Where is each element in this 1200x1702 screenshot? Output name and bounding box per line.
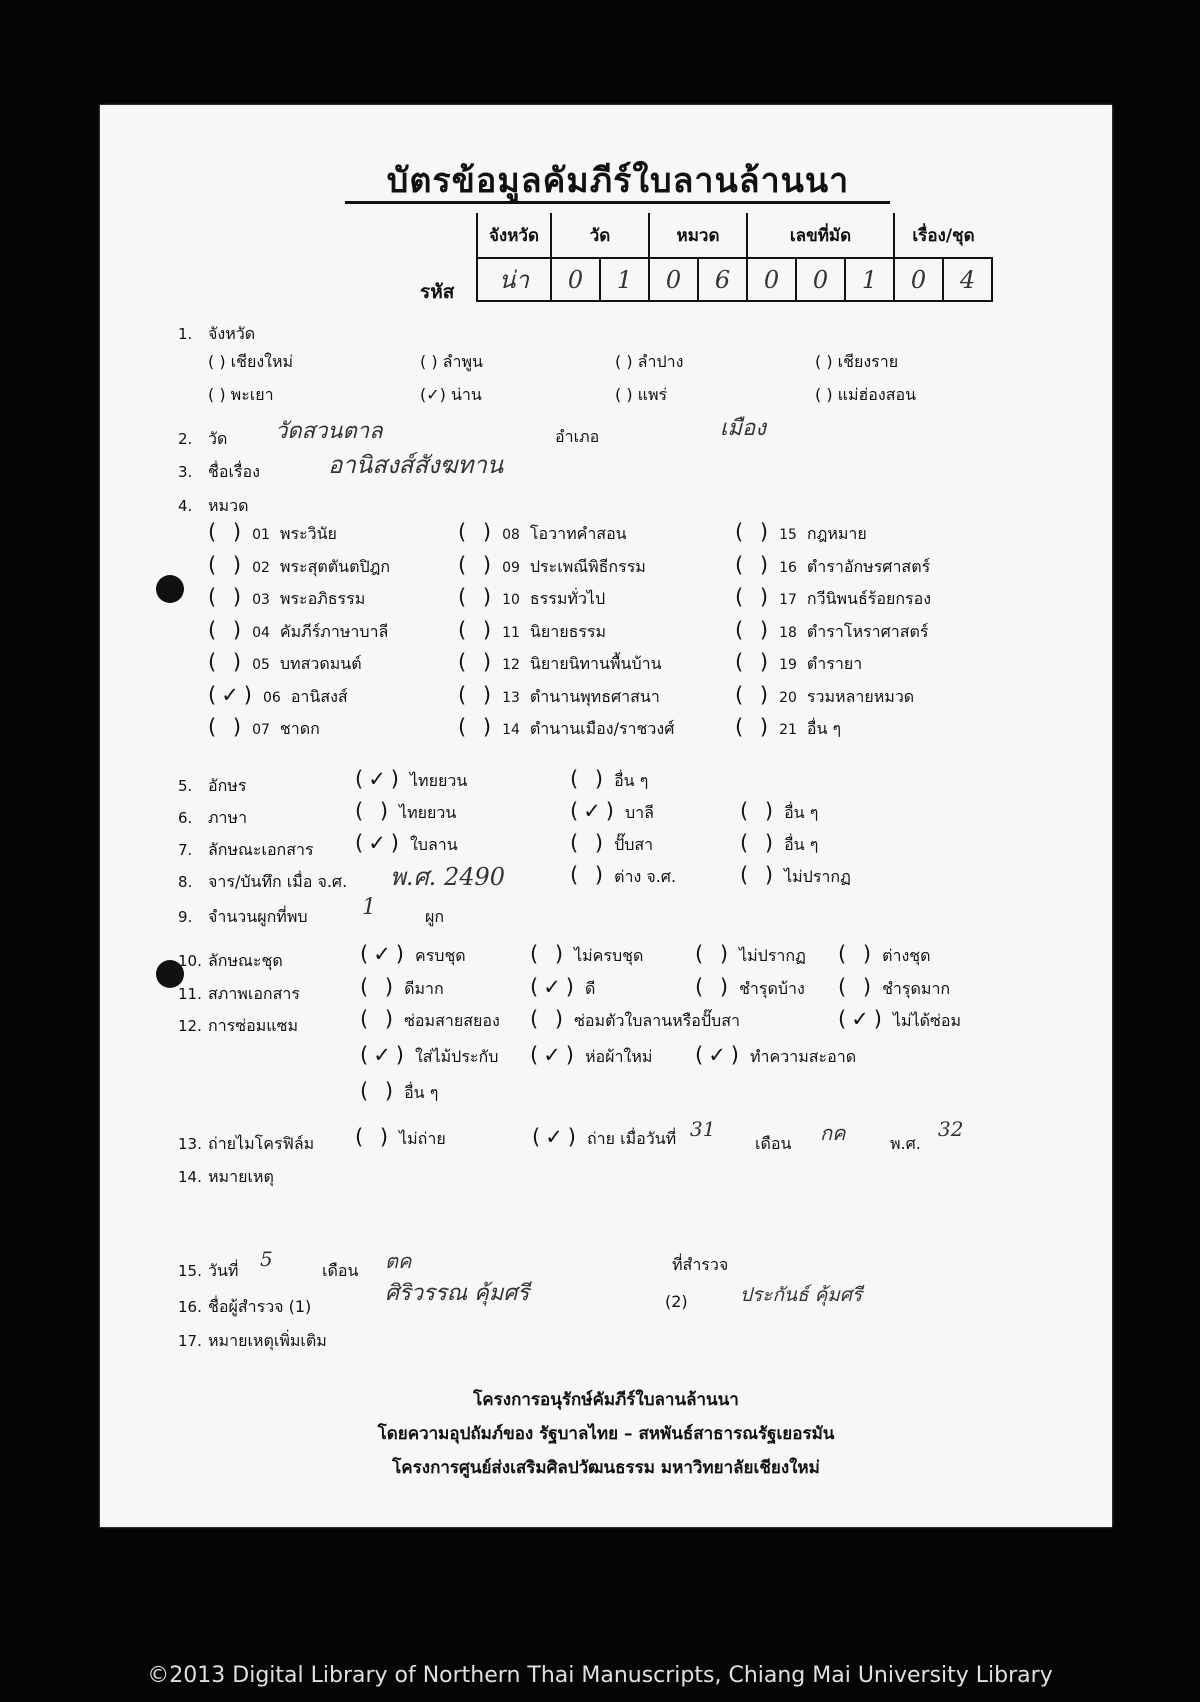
category-name: ชาดก bbox=[279, 719, 320, 738]
condition-option[interactable]: ( ) ชำรุดมาก bbox=[838, 975, 951, 999]
section-number: 2. bbox=[178, 430, 193, 448]
repair-option-checked[interactable]: (✓) ใส่ไม้ประกับ bbox=[360, 1043, 499, 1067]
checkbox-mark[interactable]: ( ) bbox=[208, 650, 247, 674]
checkbox-mark[interactable]: ( ) bbox=[208, 520, 247, 544]
checkbox-mark[interactable]: ( ) bbox=[458, 585, 497, 609]
category-code: 21 bbox=[779, 722, 797, 738]
script-option[interactable]: ( ) อื่น ๆ bbox=[570, 767, 649, 791]
category-name: พระสุตตันตปิฎก bbox=[279, 556, 391, 576]
checkbox-mark[interactable]: ( ) bbox=[458, 682, 497, 707]
microfilm-label: ถ่ายไมโครฟิล์ม bbox=[208, 1134, 315, 1153]
checkbox-mark[interactable]: ( ) bbox=[208, 585, 247, 609]
province-label: จังหวัด bbox=[208, 324, 256, 343]
category-name: นิยายนิทานพื้นบ้าน bbox=[529, 654, 662, 673]
category-option[interactable] bbox=[735, 650, 862, 677]
category-option-checked[interactable] bbox=[208, 683, 348, 710]
category-name: คัมภีร์ภาษาบาลี bbox=[279, 621, 389, 641]
category-code: 07 bbox=[252, 722, 270, 738]
category-code: 20 bbox=[779, 689, 797, 706]
province-option[interactable]: ( ) ลำปาง bbox=[615, 352, 684, 371]
doctype-option-checked[interactable]: (✓) ใบลาน bbox=[355, 831, 458, 855]
set-option[interactable]: ( ) ไม่ปรากฏ bbox=[695, 942, 806, 966]
bundle-count-label: จำนวนผูกที่พบ bbox=[208, 907, 308, 926]
microfilm-month-handwriting: กค bbox=[820, 1121, 846, 1145]
category-option[interactable] bbox=[735, 520, 867, 547]
card-title: บัตรข้อมูลคัมภีร์ใบลานล้านนา bbox=[386, 161, 850, 201]
code-cell: 0 bbox=[747, 258, 796, 301]
bundle-unit: ผูก bbox=[425, 907, 445, 926]
microfilm-month-label: เดือน bbox=[755, 1134, 792, 1153]
code-cell: 1 bbox=[600, 258, 649, 301]
section-number: 16. bbox=[178, 1298, 202, 1316]
category-code: 14 bbox=[502, 722, 520, 738]
category-option[interactable] bbox=[458, 715, 674, 742]
category-option[interactable] bbox=[458, 650, 662, 677]
category-code: 11 bbox=[502, 624, 520, 641]
category-code: 05 bbox=[252, 657, 270, 673]
doctype-option[interactable]: ( ) อื่น ๆ bbox=[740, 831, 819, 855]
category-option[interactable] bbox=[208, 520, 337, 547]
category-option[interactable] bbox=[208, 553, 390, 580]
condition-option-checked[interactable]: (✓) ดี bbox=[530, 975, 596, 999]
set-option[interactable]: ( ) ต่างชุด bbox=[838, 942, 931, 966]
survey-place-label: ที่สำรวจ bbox=[672, 1255, 729, 1274]
category-name: ตำราโหราศาสตร์ bbox=[806, 621, 929, 641]
inscribed-date-handwriting: พ.ศ. 2490 bbox=[390, 863, 506, 891]
category-option[interactable] bbox=[208, 650, 362, 677]
province-option[interactable]: ( ) เชียงราย bbox=[815, 352, 899, 371]
category-code: 09 bbox=[502, 559, 520, 576]
title-handwriting: อานิสงส์สังฆทาน bbox=[328, 451, 504, 479]
category-option[interactable] bbox=[458, 520, 627, 547]
checkbox-mark[interactable]: ( ) bbox=[735, 552, 774, 577]
code-cell: 0 bbox=[649, 258, 698, 301]
category-option[interactable] bbox=[735, 618, 928, 645]
code-cell: 0 bbox=[894, 258, 943, 301]
surveyor-label: ชื่อผู้สำรวจ (1) bbox=[208, 1297, 312, 1316]
category-code: 19 bbox=[779, 657, 797, 673]
date-month-handwriting: ตค bbox=[385, 1249, 412, 1273]
set-option[interactable]: ( ) ไม่ครบชุด bbox=[530, 942, 644, 966]
category-code: 18 bbox=[779, 624, 797, 641]
checkbox-mark[interactable]: ( ) bbox=[735, 585, 774, 609]
category-name: รวมหลายหมวด bbox=[806, 686, 915, 706]
province-option[interactable]: ( ) พะเยา bbox=[208, 385, 274, 404]
category-code: 15 bbox=[779, 527, 797, 543]
inscribed-option[interactable]: ( ) ไม่ปรากฏ bbox=[740, 863, 851, 887]
category-name: อานิสงส์ bbox=[290, 686, 348, 706]
set-option-checked[interactable]: (✓) ครบชุด bbox=[360, 942, 466, 966]
inscribed-label: จาร/บันทึก เมื่อ จ.ศ. bbox=[208, 872, 348, 891]
bundle-count-handwriting: 1 bbox=[362, 895, 376, 920]
section-number: 10. bbox=[178, 952, 202, 970]
wat-handwriting: วัดสวนตาล bbox=[275, 419, 383, 444]
category-code: 06 bbox=[262, 689, 281, 706]
code-header-story: เรื่อง/ชุด bbox=[894, 213, 992, 258]
condition-label: สภาพเอกสาร bbox=[208, 984, 300, 1003]
microfilm-year-handwriting: 32 bbox=[938, 1117, 964, 1141]
footer-line-1: โครงการอนุรักษ์คัมภีร์ใบลานล้านนา bbox=[473, 1390, 739, 1410]
footer-line-3: โครงการศูนย์ส่งเสริมศิลปวัฒนธรรม มหาวิทยาลัยเชียงใหม่ bbox=[392, 1458, 820, 1478]
title-underline bbox=[345, 201, 890, 204]
category-name: กฎหมาย bbox=[806, 524, 867, 543]
code-table bbox=[476, 213, 993, 302]
category-name: โอวาทคำสอน bbox=[529, 524, 627, 543]
checkbox-mark[interactable]: ( ) bbox=[458, 520, 497, 544]
code-cell: 0 bbox=[551, 258, 600, 301]
section-number: 5. bbox=[178, 777, 193, 795]
section-number: 8. bbox=[178, 873, 193, 891]
section-number: 6. bbox=[178, 809, 193, 827]
category-code: 01 bbox=[252, 527, 270, 543]
category-option[interactable] bbox=[208, 715, 320, 742]
condition-option[interactable]: ( ) ดีมาก bbox=[360, 975, 444, 999]
category-name: พระวินัย bbox=[279, 524, 337, 543]
repair-option[interactable]: ( ) อื่น ๆ bbox=[360, 1079, 439, 1103]
province-option[interactable]: ( ) แม่ฮ่องสอน bbox=[815, 385, 917, 404]
repair-option[interactable]: ( ) ซ่อมสายสยอง bbox=[360, 1007, 500, 1031]
language-option-checked[interactable]: (✓) บาลี bbox=[570, 799, 654, 823]
category-code: 10 bbox=[502, 592, 520, 608]
set-label: ลักษณะชุด bbox=[208, 951, 283, 970]
category-option[interactable] bbox=[458, 585, 605, 612]
checkbox-mark[interactable]: ( ) bbox=[735, 520, 774, 544]
checkbox-mark[interactable]: ( ) bbox=[458, 650, 497, 674]
category-code: 16 bbox=[779, 559, 797, 576]
code-cell: น่า bbox=[477, 258, 551, 301]
checkbox-mark[interactable]: ( ) bbox=[208, 552, 247, 577]
checkbox-mark[interactable]: ( ) bbox=[458, 552, 497, 577]
code-header-category: หมวด bbox=[649, 213, 747, 258]
copyright-notice: ©2013 Digital Library of Northern Thai Manuscripts, Chiang Mai University Library bbox=[147, 1663, 1053, 1688]
checkbox-mark[interactable]: ( ) bbox=[208, 715, 247, 739]
section-number: 11. bbox=[178, 985, 202, 1003]
code-cell: 4 bbox=[943, 258, 992, 301]
category-name: ตำนานเมือง/ราชวงศ์ bbox=[529, 719, 675, 738]
code-cell: 0 bbox=[796, 258, 845, 301]
script-label: อักษร bbox=[208, 776, 247, 795]
category-name: ตำรายา bbox=[806, 654, 863, 673]
category-name: อื่น ๆ bbox=[806, 719, 842, 738]
checkbox-mark[interactable]: (✓) bbox=[208, 682, 257, 707]
category-name: ธรรมทั่วไป bbox=[529, 589, 606, 608]
checkbox-mark[interactable]: ( ) bbox=[458, 715, 497, 739]
category-option[interactable] bbox=[458, 683, 660, 710]
date-month-label: เดือน bbox=[322, 1261, 359, 1280]
footer-line-2: โดยความอุปถัมภ์ของ รัฐบาลไทย – สหพันธ์สาธารณรัฐเยอรมัน bbox=[377, 1424, 835, 1444]
doctype-label: ลักษณะเอกสาร bbox=[208, 840, 314, 859]
category-option[interactable] bbox=[208, 618, 388, 645]
date-day-handwriting: 5 bbox=[260, 1247, 273, 1271]
code-header-province: จังหวัด bbox=[477, 213, 551, 258]
category-name: บทสวดมนต์ bbox=[279, 654, 362, 673]
checkbox-mark[interactable]: ( ) bbox=[735, 682, 774, 707]
code-label: รหัส bbox=[420, 281, 455, 303]
category-name: กวีนิพนธ์ร้อยกรอง bbox=[806, 589, 932, 608]
surveyor1-handwriting: ศิริวรรณ คุ้มศรี bbox=[385, 1281, 530, 1306]
province-option[interactable]: ( ) เชียงใหม่ bbox=[208, 352, 294, 371]
checkbox-mark[interactable]: ( ) bbox=[735, 617, 774, 642]
category-code: 13 bbox=[502, 689, 520, 706]
script-option-checked[interactable]: (✓) ไทยยวน bbox=[355, 767, 468, 791]
repair-label: การซ่อมแซม bbox=[208, 1016, 298, 1035]
doctype-option[interactable]: ( ) ปั๊บสา bbox=[570, 831, 654, 855]
repair-option-checked[interactable]: (✓) ห่อผ้าใหม่ bbox=[530, 1043, 653, 1067]
category-code: 08 bbox=[502, 527, 520, 543]
condition-option[interactable]: ( ) ชำรุดบ้าง bbox=[695, 975, 805, 999]
category-name: ตำนานพุทธศาสนา bbox=[529, 686, 660, 706]
amphoe-handwriting: เมือง bbox=[720, 416, 766, 441]
section-number: 17. bbox=[178, 1332, 202, 1350]
section-number: 7. bbox=[178, 841, 193, 859]
surveyor2-label: (2) bbox=[665, 1292, 688, 1311]
category-code: 12 bbox=[502, 657, 520, 673]
checkbox-mark[interactable]: ( ) bbox=[735, 650, 774, 674]
language-option[interactable]: ( ) ไทยยวน bbox=[355, 799, 457, 823]
code-cell: 1 bbox=[845, 258, 894, 301]
category-label: หมวด bbox=[208, 496, 249, 515]
province-option[interactable]: ( ) ลำพูน bbox=[420, 352, 483, 371]
category-option[interactable] bbox=[735, 585, 931, 612]
province-option-checked[interactable]: (✓) น่าน bbox=[420, 385, 482, 404]
language-option[interactable]: ( ) อื่น ๆ bbox=[740, 799, 819, 823]
code-cell: 6 bbox=[698, 258, 747, 301]
checkbox-mark[interactable]: ( ) bbox=[735, 715, 774, 739]
section-number: 9. bbox=[178, 908, 193, 926]
code-header-wat: วัด bbox=[551, 213, 649, 258]
section-number: 4. bbox=[178, 497, 193, 515]
microfilm-option[interactable]: ( ) ไม่ถ่าย bbox=[355, 1125, 446, 1149]
category-code: 04 bbox=[252, 624, 270, 641]
repair-option-checked[interactable]: (✓) ไม่ได้ซ่อม bbox=[838, 1007, 962, 1031]
inscribed-option[interactable]: ( ) ต่าง จ.ศ. bbox=[570, 863, 677, 887]
category-option[interactable] bbox=[458, 553, 646, 580]
repair-option[interactable]: ( ) ซ่อมตัวใบลานหรือปั๊บสา bbox=[530, 1007, 740, 1031]
section-number: 1. bbox=[178, 325, 193, 343]
section-number: 15. bbox=[178, 1262, 202, 1280]
category-option[interactable] bbox=[735, 553, 930, 580]
category-name: พระอภิธรรม bbox=[279, 589, 366, 608]
surveyor2-handwriting: ประกันธ์ คุ้มศรี bbox=[740, 1284, 863, 1306]
extra-remark-label: หมายเหตุเพิ่มเติม bbox=[208, 1331, 327, 1350]
date-label: วันที่ bbox=[208, 1261, 239, 1280]
category-option[interactable] bbox=[735, 715, 841, 742]
repair-option-checked[interactable]: (✓) ทำความสะอาด bbox=[695, 1043, 857, 1067]
survey-card bbox=[100, 105, 1112, 1527]
section-number: 14. bbox=[178, 1168, 202, 1186]
checkbox-mark[interactable]: ( ) bbox=[208, 617, 247, 642]
province-option[interactable]: ( ) แพร่ bbox=[615, 385, 668, 404]
category-code: 02 bbox=[252, 559, 270, 576]
microfilm-day-handwriting: 31 bbox=[690, 1117, 716, 1141]
microfilm-option-checked[interactable]: (✓) ถ่าย เมื่อวันที่ bbox=[532, 1125, 677, 1149]
category-name: ประเพณีพิธีกรรม bbox=[529, 556, 646, 576]
category-option[interactable] bbox=[735, 683, 914, 710]
section-number: 3. bbox=[178, 463, 193, 481]
checkbox-mark[interactable]: ( ) bbox=[458, 617, 497, 642]
microfilm-year-label: พ.ศ. bbox=[890, 1134, 921, 1153]
remark-label: หมายเหตุ bbox=[208, 1167, 274, 1186]
section-number: 12. bbox=[178, 1017, 202, 1035]
category-code: 03 bbox=[252, 592, 270, 608]
punch-hole bbox=[156, 575, 184, 603]
category-name: นิยายธรรม bbox=[529, 621, 607, 641]
amphoe-label: อำเภอ bbox=[555, 427, 600, 446]
category-code: 17 bbox=[779, 592, 797, 608]
wat-label: วัด bbox=[208, 429, 228, 448]
category-name: ตำราอักษรศาสตร์ bbox=[806, 556, 931, 576]
title-label: ชื่อเรื่อง bbox=[208, 462, 260, 481]
category-option[interactable] bbox=[208, 585, 365, 612]
language-label: ภาษา bbox=[208, 808, 248, 827]
category-option[interactable] bbox=[458, 618, 606, 645]
section-number: 13. bbox=[178, 1135, 202, 1153]
code-header-bundle: เลขที่มัด bbox=[747, 213, 894, 258]
